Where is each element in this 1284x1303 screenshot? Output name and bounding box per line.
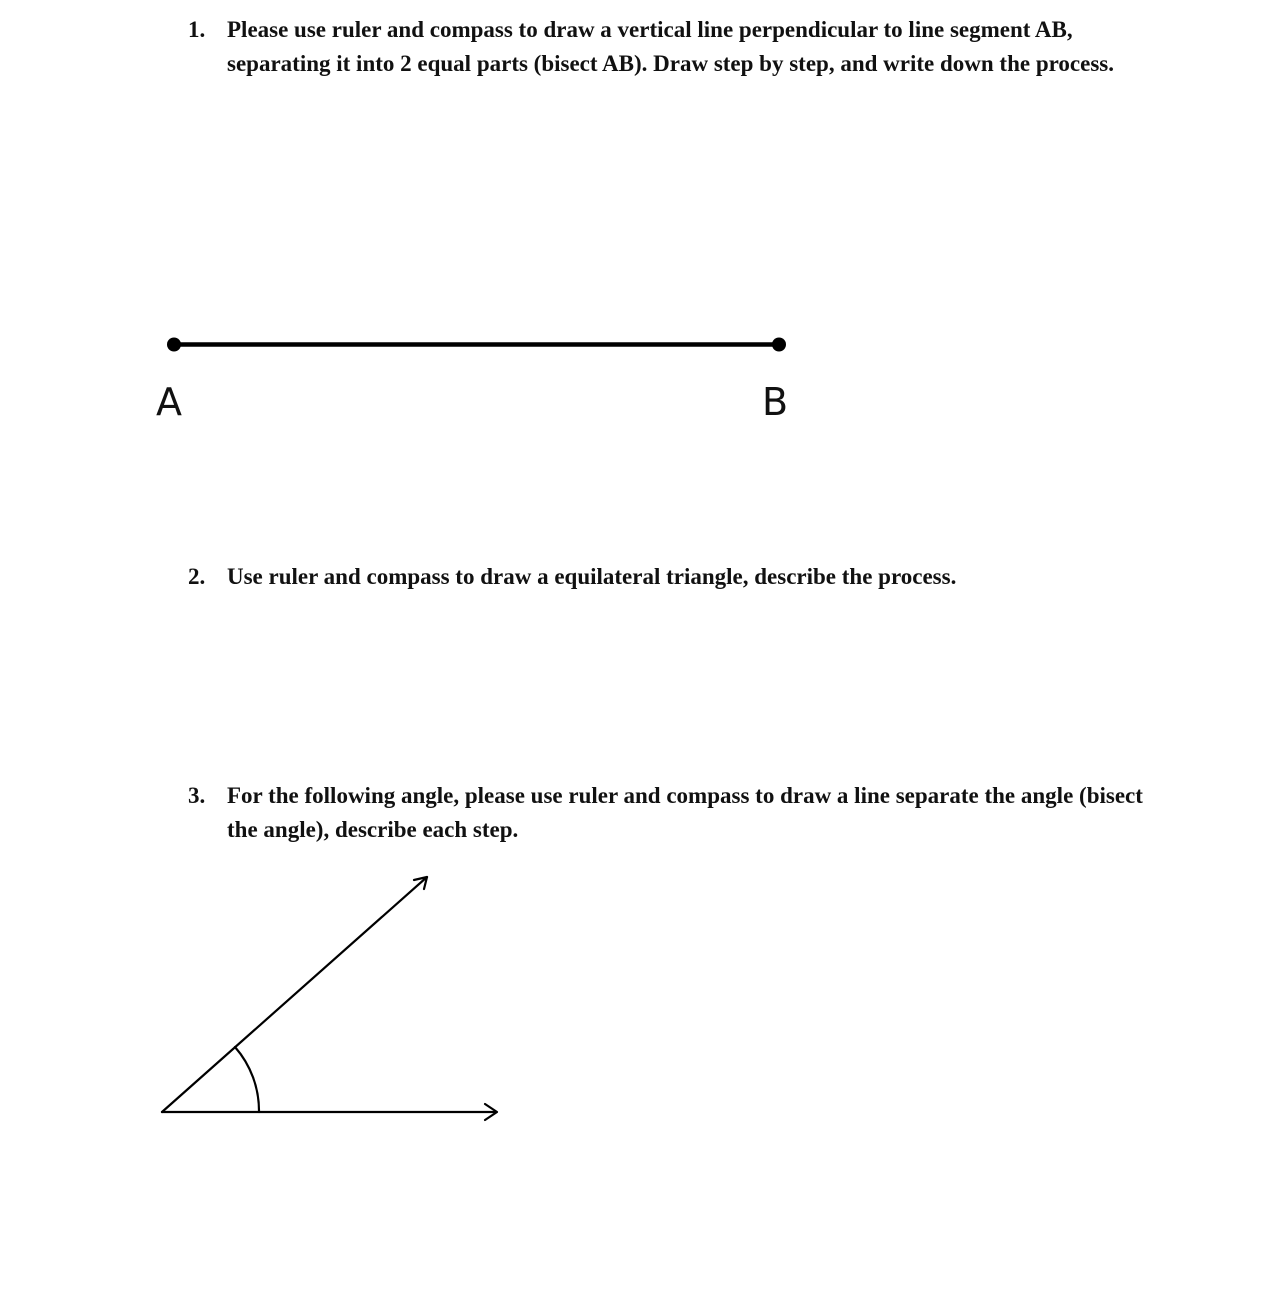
question-3 [188, 779, 1148, 846]
point-b-label: B [762, 380, 789, 424]
question-1-text: Please use ruler and compass to draw a vertical line perpendicular to line segment AB, separating it into 2 equal parts (bisect AB). Draw step by step, and write down the process. [227, 17, 1114, 76]
angle-figure [162, 877, 497, 1120]
question-1-number: 1. [188, 17, 206, 42]
question-2-number: 2. [188, 564, 206, 589]
angle-ray-diagonal [162, 877, 427, 1112]
question-2-text: Use ruler and compass to draw a equilateral triangle, describe the process. [227, 564, 957, 589]
segment-ab-figure [156, 338, 788, 425]
point-b-dot [772, 338, 786, 352]
question-3-number: 3. [188, 783, 206, 808]
question-3-text: For the following angle, please use ruler and compass to draw a line separate the angle (bisect the angle), describe each step. [227, 783, 1143, 842]
point-a-dot [167, 338, 181, 352]
question-2 [188, 560, 1148, 594]
angle-arc [235, 1047, 259, 1112]
point-a-label: A [156, 380, 182, 424]
